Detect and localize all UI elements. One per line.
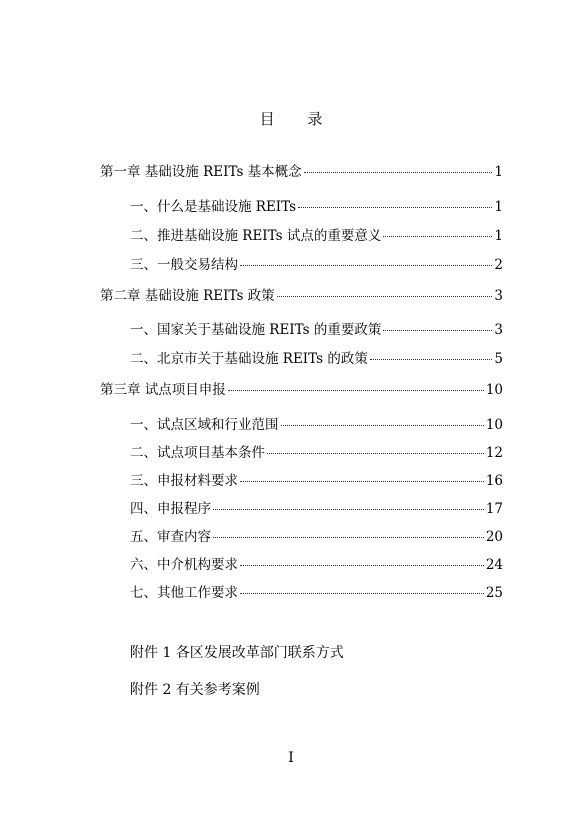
toc-entry-page: 5 — [494, 351, 503, 367]
dot-leader — [304, 172, 493, 173]
toc-entry-label: 三、申报材料要求 — [130, 473, 238, 489]
dot-leader — [240, 565, 484, 566]
toc-entry-section-2-2[interactable] — [130, 349, 503, 369]
toc-entry-label: 二、试点项目基本条件 — [130, 445, 265, 461]
toc-entry-section-2-1[interactable] — [130, 320, 503, 340]
toc-entry-label: 二、推进基础设施 REITs 试点的重要意义 — [130, 228, 382, 244]
toc-entry-section-1-1[interactable] — [130, 197, 503, 217]
toc-entry-label: 七、其他工作要求 — [130, 585, 238, 601]
dot-leader — [277, 296, 493, 297]
dot-leader — [383, 236, 492, 237]
toc-entry-label: 第二章 基础设施 REITs 政策 — [100, 288, 275, 304]
dot-leader — [213, 509, 484, 510]
toc-entry-section-1-2[interactable] — [130, 226, 503, 246]
toc-entry-section-3-1[interactable] — [130, 415, 503, 435]
toc-entry-label: 第三章 试点项目申报 — [100, 382, 226, 398]
toc-entry-section-3-6[interactable] — [130, 555, 503, 575]
toc-entry-page: 25 — [485, 585, 503, 601]
toc-entry-chapter-3[interactable] — [100, 380, 503, 400]
toc-entry-page: 1 — [494, 199, 503, 215]
toc-entry-page: 20 — [485, 529, 503, 545]
toc-entry-section-3-2[interactable] — [130, 443, 503, 463]
toc-entry-section-3-3[interactable] — [130, 471, 503, 491]
toc-entry-page: 2 — [494, 257, 503, 273]
toc-entry-page: 10 — [485, 382, 503, 398]
toc-entry-section-3-4[interactable] — [130, 499, 503, 519]
toc-entry-page: 10 — [485, 417, 503, 433]
toc-entry-label: 一、什么是基础设施 REITs — [130, 199, 297, 215]
dot-leader — [383, 330, 492, 331]
toc-entry-page: 17 — [485, 501, 503, 517]
dot-leader — [240, 265, 492, 266]
attachment-2[interactable]: 附件 2 有关参考案例 — [130, 682, 260, 698]
toc-entry-label: 四、申报程序 — [130, 501, 211, 517]
toc-entry-chapter-1[interactable] — [100, 162, 503, 182]
toc-entry-page: 3 — [494, 322, 503, 338]
toc-entry-label: 一、试点区域和行业范围 — [130, 417, 279, 433]
dot-leader — [228, 390, 484, 391]
toc-entry-section-3-5[interactable] — [130, 527, 503, 547]
toc-entry-chapter-2[interactable] — [100, 286, 503, 306]
toc-entry-label: 二、北京市关于基础设施 REITs 的政策 — [130, 351, 368, 367]
dot-leader — [267, 453, 484, 454]
toc-entry-section-3-7[interactable] — [130, 583, 503, 603]
dot-leader — [370, 359, 493, 360]
toc-entry-page: 1 — [494, 164, 503, 180]
dot-leader — [240, 481, 484, 482]
toc-entry-page: 3 — [494, 288, 503, 304]
footer-page-number: I — [288, 750, 294, 766]
toc-entry-page: 1 — [494, 228, 503, 244]
dot-leader — [281, 425, 484, 426]
toc-entry-label: 第一章 基础设施 REITs 基本概念 — [100, 164, 302, 180]
dot-leader — [240, 593, 484, 594]
toc-entry-label: 三、一般交易结构 — [130, 257, 238, 273]
dot-leader — [298, 207, 492, 208]
toc-entry-section-1-3[interactable] — [130, 255, 503, 275]
dot-leader — [213, 537, 484, 538]
page-title: 目 录 — [259, 110, 337, 128]
toc-entry-page: 24 — [485, 557, 503, 573]
toc-entry-page: 12 — [485, 445, 503, 461]
attachment-1[interactable]: 附件 1 各区发展改革部门联系方式 — [130, 645, 344, 661]
toc-entry-label: 五、审查内容 — [130, 529, 211, 545]
toc-entry-page: 16 — [485, 473, 503, 489]
toc-entry-label: 六、中介机构要求 — [130, 557, 238, 573]
toc-entry-label: 一、国家关于基础设施 REITs 的重要政策 — [130, 322, 382, 338]
